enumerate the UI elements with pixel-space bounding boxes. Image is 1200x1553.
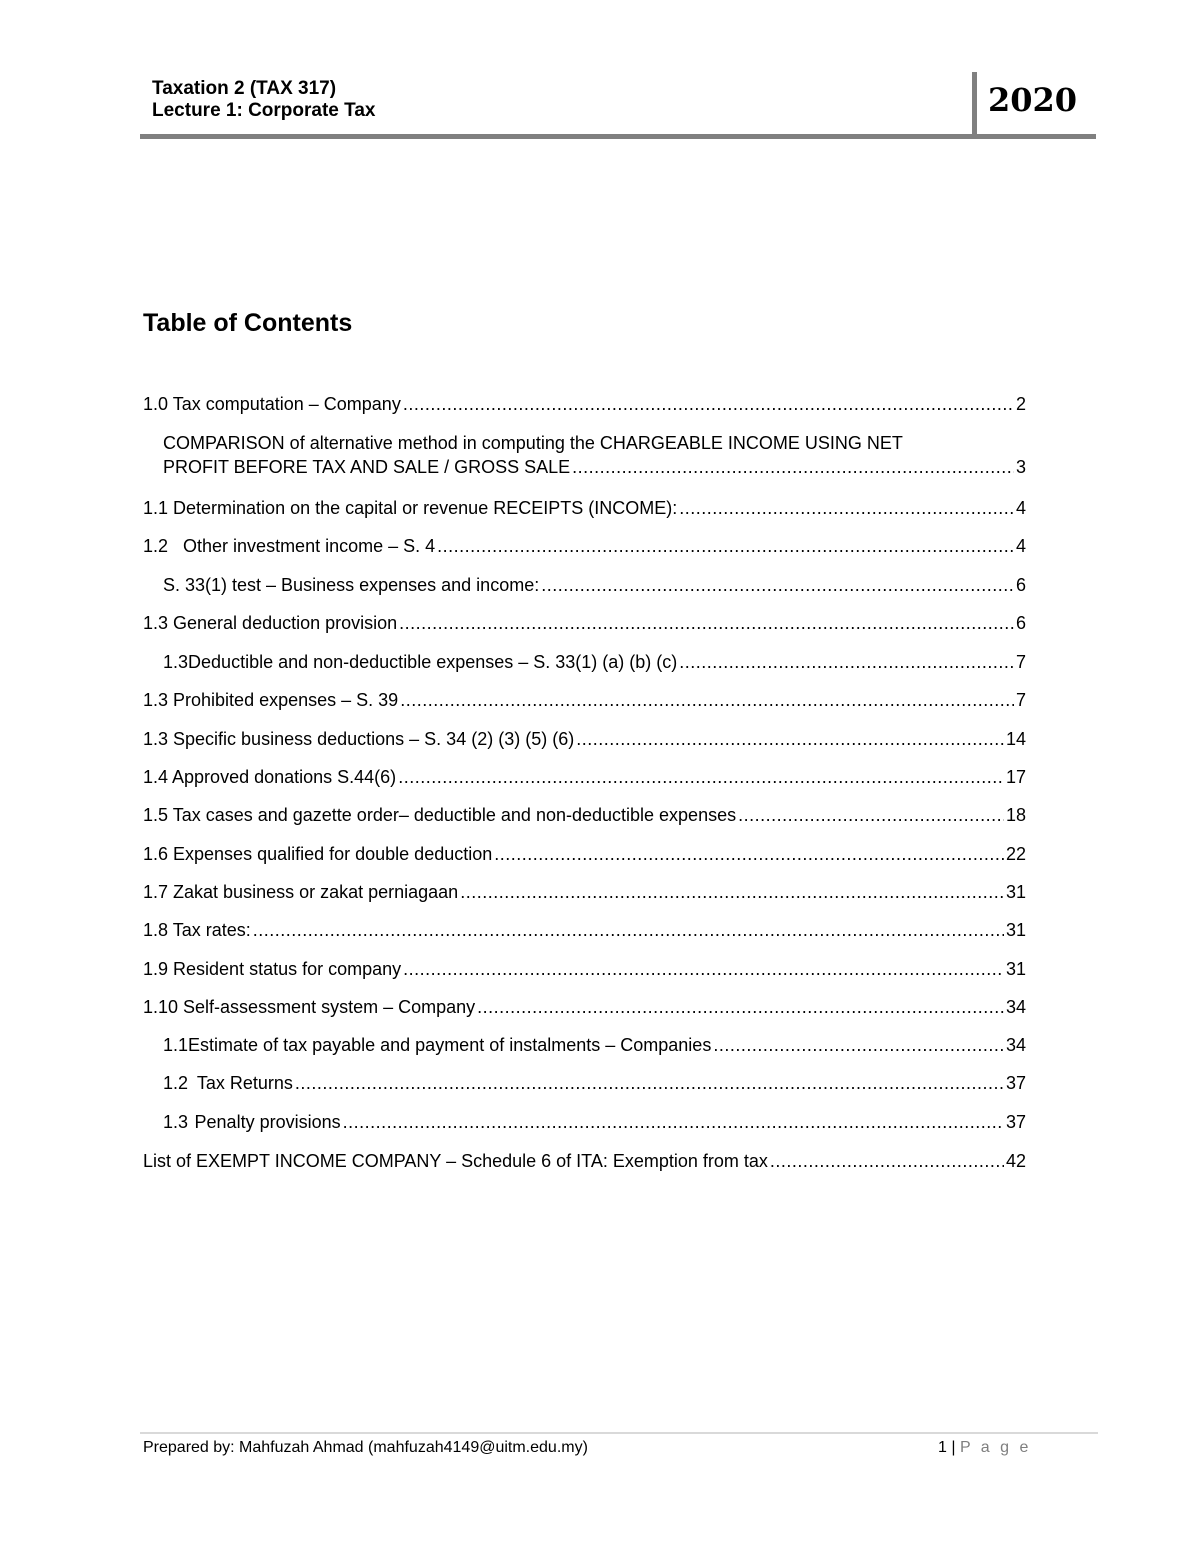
header-rule	[140, 134, 1096, 139]
page-number: 1	[938, 1439, 947, 1456]
toc-entry-number: 1.2	[163, 1073, 189, 1093]
toc-page-number: 34	[1005, 997, 1026, 1017]
toc-entry-label: 1.2 Other investment income – S. 4	[143, 536, 436, 556]
toc-leader	[403, 392, 1014, 416]
footer-prepared-by: Prepared by: Mahfuzah Ahmad (mahfuzah4149@uitm.edu.my)	[143, 1439, 588, 1456]
toc-entry-label: 1.9 Resident status for company	[143, 959, 402, 979]
toc-leader	[403, 957, 1004, 981]
toc-entry-label: 1.8 Tax rates:	[143, 920, 251, 940]
toc-entry-label: 1.3 Specific business deductions – S. 34 (2) (3) (5) (6)	[143, 729, 575, 749]
toc-page-number: 3	[1015, 457, 1026, 477]
toc-page-number: 31	[1005, 920, 1026, 940]
toc-entry-label: PROFIT BEFORE TAX AND SALE / GROSS SALE	[163, 457, 571, 477]
toc-entry[interactable]	[143, 611, 1026, 635]
toc-page-number: 37	[1005, 1112, 1026, 1132]
toc-leader	[295, 1071, 1004, 1095]
toc-entry-label: 1.1 Determination on the capital or revenue RECEIPTS (INCOME):	[143, 498, 678, 518]
toc-entry-label: 1.10 Self-assessment system – Company	[143, 997, 476, 1017]
toc-entry-label: 1.5 Tax cases and gazette order– deductible and non-deductible expenses	[143, 805, 737, 825]
course-title: Taxation 2 (TAX 317)	[152, 78, 337, 99]
toc-entry[interactable]	[143, 1149, 1026, 1173]
toc-entry[interactable]	[143, 727, 1026, 751]
toc-page-number: 7	[1015, 652, 1026, 672]
toc-entry-label-line1: COMPARISON of alternative method in computing the CHARGEABLE INCOME USING NET	[163, 433, 903, 453]
toc-entry-label: 1.4 Approved donations S.44(6)	[143, 767, 397, 787]
footer-page-indicator	[938, 1437, 1031, 1459]
toc-page-number: 14	[1005, 729, 1026, 749]
toc-heading: Table of Contents	[143, 309, 353, 337]
toc-entry[interactable]	[143, 842, 1026, 866]
toc-page-number: 22	[1005, 844, 1026, 864]
toc-entry[interactable]	[143, 496, 1026, 520]
toc-entry-label: Deductible and non-deductible expenses – S. 33(1) (a) (b) (c)	[188, 652, 678, 672]
toc-page-number: 31	[1005, 959, 1026, 979]
toc-entry[interactable]	[143, 534, 1026, 558]
toc-leader	[399, 611, 1014, 635]
toc-page-number: 2	[1015, 394, 1026, 414]
toc-page-number: 42	[1005, 1151, 1026, 1171]
toc-entry[interactable]	[163, 1071, 1026, 1095]
toc-entry[interactable]	[143, 803, 1026, 827]
page-word: P a g e	[959, 1439, 1032, 1456]
toc-entry[interactable]	[143, 918, 1026, 942]
toc-page-number: 4	[1015, 536, 1026, 556]
toc-leader	[398, 765, 1004, 789]
toc-entry[interactable]	[143, 688, 1026, 712]
toc-entry-label: S. 33(1) test – Business expenses and income:	[163, 575, 540, 595]
toc-leader	[572, 455, 1014, 479]
toc-leader	[679, 496, 1014, 520]
toc-entry[interactable]	[163, 1110, 1026, 1134]
page-separator: |	[951, 1439, 956, 1456]
toc-leader	[494, 842, 1004, 866]
toc-leader	[576, 727, 1004, 751]
toc-entry-label: Tax Returns	[196, 1073, 293, 1093]
toc-page-number: 7	[1015, 690, 1026, 710]
toc-entry[interactable]	[143, 880, 1026, 904]
header-title-block	[152, 78, 375, 122]
footer-rule	[140, 1432, 1098, 1434]
toc-page-number: 34	[1005, 1035, 1026, 1055]
toc-page-number: 31	[1005, 882, 1026, 902]
lecture-title: Lecture 1: Corporate Tax	[152, 100, 376, 121]
toc-leader	[541, 573, 1014, 597]
toc-page-number: 6	[1015, 613, 1026, 633]
toc-entry[interactable]	[143, 957, 1026, 981]
toc-entry-label: 1.7 Zakat business or zakat perniagaan	[143, 882, 459, 902]
toc-page-number: 4	[1015, 498, 1026, 518]
toc-leader	[679, 650, 1014, 674]
toc-entry[interactable]	[143, 765, 1026, 789]
toc-leader	[343, 1110, 1004, 1134]
header-divider	[972, 72, 977, 134]
toc-entry[interactable]	[163, 431, 1026, 479]
toc-leader	[460, 880, 1004, 904]
toc-page-number: 37	[1005, 1073, 1026, 1093]
toc-entry[interactable]	[143, 392, 1026, 416]
toc-page-number: 17	[1005, 767, 1026, 787]
toc-leader	[253, 918, 1004, 942]
toc-page-number: 18	[1005, 805, 1026, 825]
toc-leader	[400, 688, 1014, 712]
toc-entry[interactable]	[143, 995, 1026, 1019]
toc-entry-label: 1.0 Tax computation – Company	[143, 394, 401, 414]
header-year: 2020	[988, 81, 1078, 119]
toc-entry-number: 1.3	[163, 652, 189, 672]
toc-entry-label: 1.3 Prohibited expenses – S. 39	[143, 690, 399, 710]
toc-entry-label: Penalty provisions	[194, 1112, 341, 1132]
toc-entry-label: Estimate of tax payable and payment of instalments – Companies	[188, 1035, 712, 1055]
toc-entry[interactable]	[163, 573, 1026, 597]
toc-leader	[477, 995, 1004, 1019]
toc-entry-label: 1.6 Expenses qualified for double deduction	[143, 844, 493, 864]
toc-entry[interactable]	[163, 650, 1026, 674]
toc-entry-label: List of EXEMPT INCOME COMPANY – Schedule 6 of ITA: Exemption from tax	[143, 1151, 768, 1171]
toc-page-number: 6	[1015, 575, 1026, 595]
toc-leader	[437, 534, 1014, 558]
toc-entry[interactable]	[163, 1033, 1026, 1057]
toc-entry-number: 1.1	[163, 1035, 189, 1055]
toc-leader	[713, 1033, 1004, 1057]
toc-leader	[770, 1149, 1004, 1173]
toc-leader	[738, 803, 1004, 827]
toc-entry-number: 1.3	[163, 1112, 189, 1132]
toc-entry-label: 1.3 General deduction provision	[143, 613, 398, 633]
